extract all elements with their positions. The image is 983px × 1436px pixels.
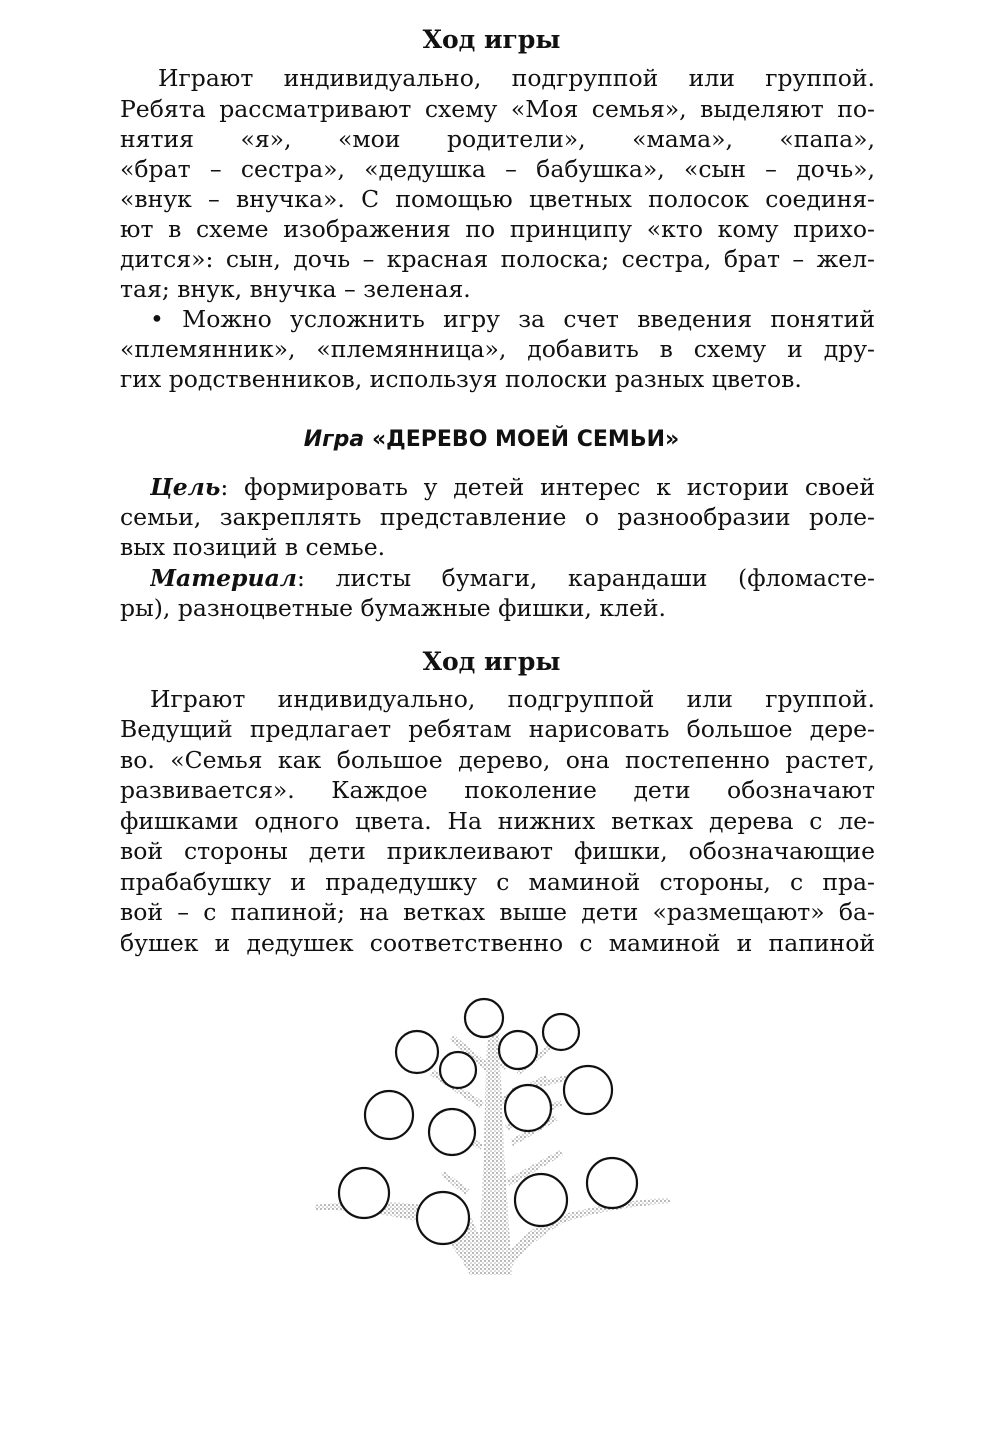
section1-line-3: нятия «я», «мои родители», «мама», «папа»,	[120, 125, 875, 153]
section2-line-3: во. «Семья как большое дерево, она постепенно растет,	[120, 746, 875, 774]
section1-bullet-line-2: «племянник», «племянница», добавить в схему и дру-	[120, 335, 875, 363]
section2-line-2: Ведущий предлагает ребятам нарисовать большое дере-	[120, 715, 875, 743]
section2-line-4: развивается». Каждое поколение дети обозначают	[120, 776, 875, 804]
chip-circle	[429, 1109, 475, 1155]
section1-bullet-line-3: гих родственников, используя полоски разных цветов.	[120, 365, 802, 393]
chip-circle	[564, 1066, 612, 1114]
chip-circle	[515, 1174, 567, 1226]
goal-label: Цель	[150, 473, 221, 501]
chip-circle	[339, 1168, 389, 1218]
section1-heading: Ход игры	[422, 25, 561, 54]
section2-heading: Ход игры	[422, 647, 561, 676]
section1-line-5: «внук – внучка». С помощью цветных полосок соединя-	[120, 185, 875, 213]
section2-line-8: вой – с папиной; на ветках выше дети «размещают» ба-	[120, 898, 875, 926]
section2-line-9: бушек и дедушек соответственно с маминой и папиной	[120, 929, 875, 957]
section1-line-2: Ребята рассматривают схему «Моя семья», выделяют по-	[120, 95, 875, 123]
chip-circle	[417, 1192, 469, 1244]
chip-circle	[396, 1031, 438, 1073]
goal-line-3: вых позиций в семье.	[120, 533, 386, 561]
chip-circle	[499, 1031, 537, 1069]
section1-line-4: «брат – сестра», «дедушка – бабушка», «сын – дочь»,	[120, 155, 875, 183]
section1-line-8: тая; внук, внучка – зеленая.	[120, 275, 471, 303]
chip-circle	[505, 1085, 551, 1131]
section1-line-6: ют в схеме изображения по принципу «кто кому прихо-	[120, 215, 875, 243]
material-text-1: : листы бумаги, карандаши (фломасте-	[297, 564, 875, 592]
chip-circle	[365, 1091, 413, 1139]
section2-line-6: вой стороны дети приклеивают фишки, обозначающие	[120, 837, 875, 865]
section2-line-5: фишками одного цвета. На нижних ветках дерева с ле-	[120, 807, 875, 835]
chip-circle	[587, 1158, 637, 1208]
section2-line-1: Играют индивидуально, подгруппой или группой.	[150, 685, 875, 713]
material-label: Материал	[150, 564, 298, 592]
chip-circle	[543, 1014, 579, 1050]
section1-bullet-line-1: • Можно усложнить игру за счет введения понятий	[150, 305, 875, 333]
chip-circle	[465, 999, 503, 1037]
chip-circle	[440, 1052, 476, 1088]
section2-line-7: прабабушку и прадедушку с маминой стороны, с пра-	[120, 868, 875, 896]
game-title-name: «ДЕРЕВО МОЕЙ СЕМЬИ»	[371, 427, 680, 452]
goal-text-1: : формировать у детей интерес к истории своей	[220, 473, 875, 501]
material-line-2: ры), разноцветные бумажные фишки, клей.	[120, 594, 667, 622]
section1-line-1: Играют индивидуально, подгруппой или группой.	[158, 64, 875, 92]
section1-line-7: дится»: сын, дочь – красная полоска; сестра, брат – жел-	[120, 245, 875, 273]
goal-line-2: семьи, закреплять представление о разнообразии роле-	[120, 503, 875, 531]
game-title-prefix: Игра	[303, 427, 365, 452]
